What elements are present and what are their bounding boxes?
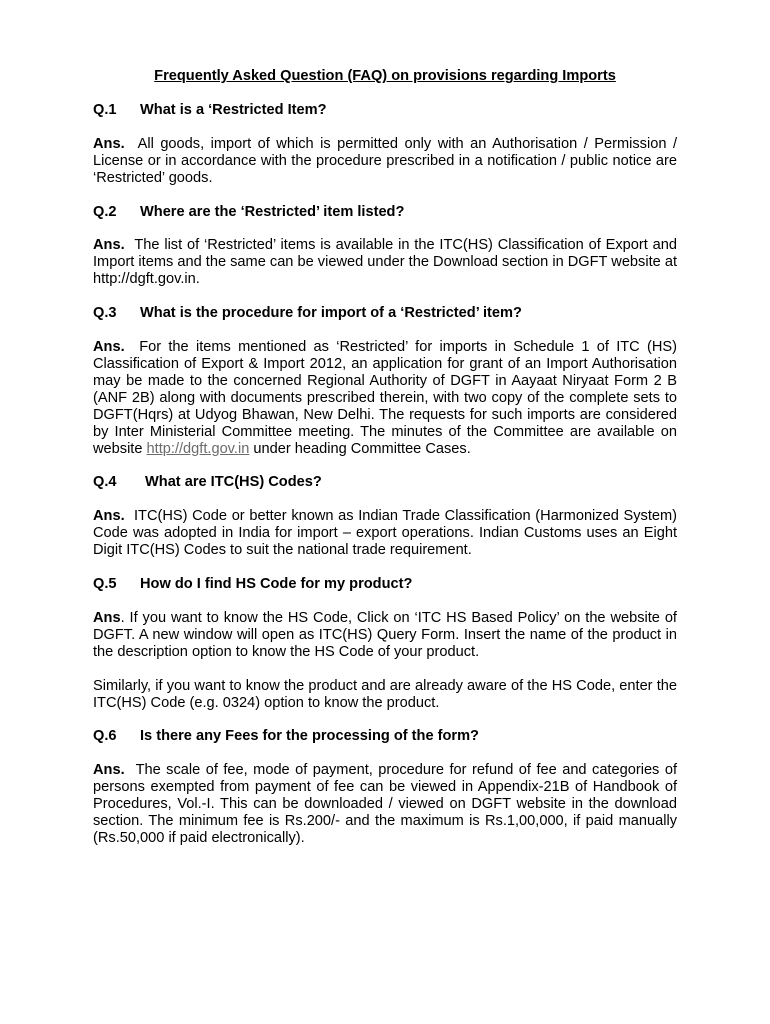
question-3 bbox=[93, 305, 677, 322]
answer-text: All goods, import of which is permitted only with an Authorisation / Permission / License or in accordance with the procedure prescribed in a notification / public notice are ‘Restricted’ goods. bbox=[93, 135, 677, 186]
document-title: Frequently Asked Question (FAQ) on provisions regarding Imports bbox=[154, 68, 616, 84]
question-number: Q.5 bbox=[93, 576, 117, 593]
question-6 bbox=[93, 728, 677, 745]
answer-label: Ans. bbox=[93, 762, 125, 779]
answer-6 bbox=[93, 762, 677, 847]
answer-text: The scale of fee, mode of payment, procedure for refund of fee and categories of persons exempted from payment of fee can be viewed in Appendix-21B of Handbook of Procedures, Vol.-I. This can be downloaded / viewed on DGFT website in the download section. The minimum fee is Rs.200/- and the maximum is Rs.1,00,000, if paid manually (Rs.50,000 if paid electronically). bbox=[93, 762, 677, 846]
question-number: Q.6 bbox=[93, 728, 117, 745]
question-text: How do I find HS Code for my product? bbox=[140, 576, 413, 593]
question-number: Q.1 bbox=[93, 101, 117, 118]
question-number: Q.4 bbox=[93, 474, 117, 491]
answer-label: Ans. bbox=[93, 508, 125, 525]
answer-label: Ans. bbox=[93, 135, 125, 152]
question-text: Where are the ‘Restricted’ item listed? bbox=[140, 203, 405, 220]
question-2 bbox=[93, 204, 677, 221]
answer-5 bbox=[93, 610, 677, 661]
answer-4 bbox=[93, 508, 677, 559]
question-text: Is there any Fees for the processing of the form? bbox=[140, 728, 479, 745]
dgft-website-link[interactable]: http://dgft.gov.in bbox=[146, 440, 250, 457]
answer-5-extra: Similarly, if you want to know the product and are already aware of the HS Code, enter the ITC(HS) Code (e.g. 0324) option to know the product. bbox=[93, 677, 677, 711]
question-text: What is the procedure for import of a ‘Restricted’ item? bbox=[140, 305, 522, 322]
answer-label: Ans. bbox=[93, 237, 125, 254]
answer-text: The list of ‘Restricted’ items is available in the ITC(HS) Classification of Export and Import items and the same can be viewed under the Download section in DGFT website at http://dgft.gov.in. bbox=[93, 237, 677, 288]
answer-text-continued: under heading Committee Cases. bbox=[253, 440, 471, 457]
answer-text: For the items mentioned as ‘Restricted’ for imports in Schedule 1 of ITC (HS) Classification of Export & Import 2012, an application for grant of an Import Authorisation may be made to the concerned Regional Authority of DGFT in Aayaat Niryaat Form 2 B (ANF 2B) along with documents prescribed therein, with two copy of the complete sets to DGFT(Hqrs) at Udyog Bhawan, New Delhi. The requests for such imports are considered by Inter Ministerial Committee meeting. The minutes of the Committee are available on website bbox=[93, 339, 677, 457]
question-5 bbox=[93, 576, 677, 593]
answer-text: . If you want to know the HS Code, Click on ‘ITC HS Based Policy’ on the website of DGFT. A new window will open as ITC(HS) Query Form. Insert the name of the product in the description option to know the HS Code of your product. bbox=[93, 609, 677, 660]
question-number: Q.2 bbox=[93, 203, 117, 220]
answer-text: ITC(HS) Code or better known as Indian Trade Classification (Harmonized System) Code was adopted in India for import – export operations. Indian Customs uses an Eight Digit ITC(HS) Codes to suit the national trade requirement. bbox=[93, 508, 678, 559]
answer-1 bbox=[93, 136, 677, 187]
question-text: What are ITC(HS) Codes? bbox=[145, 474, 322, 491]
answer-2 bbox=[93, 237, 677, 288]
question-number: Q.3 bbox=[93, 305, 117, 322]
question-4 bbox=[93, 474, 677, 491]
answer-label: Ans bbox=[93, 609, 121, 626]
faq-document bbox=[93, 68, 677, 864]
question-text: What is a ‘Restricted Item? bbox=[140, 101, 327, 118]
answer-label: Ans. bbox=[93, 339, 125, 356]
question-1 bbox=[93, 102, 677, 119]
answer-3 bbox=[93, 339, 677, 457]
